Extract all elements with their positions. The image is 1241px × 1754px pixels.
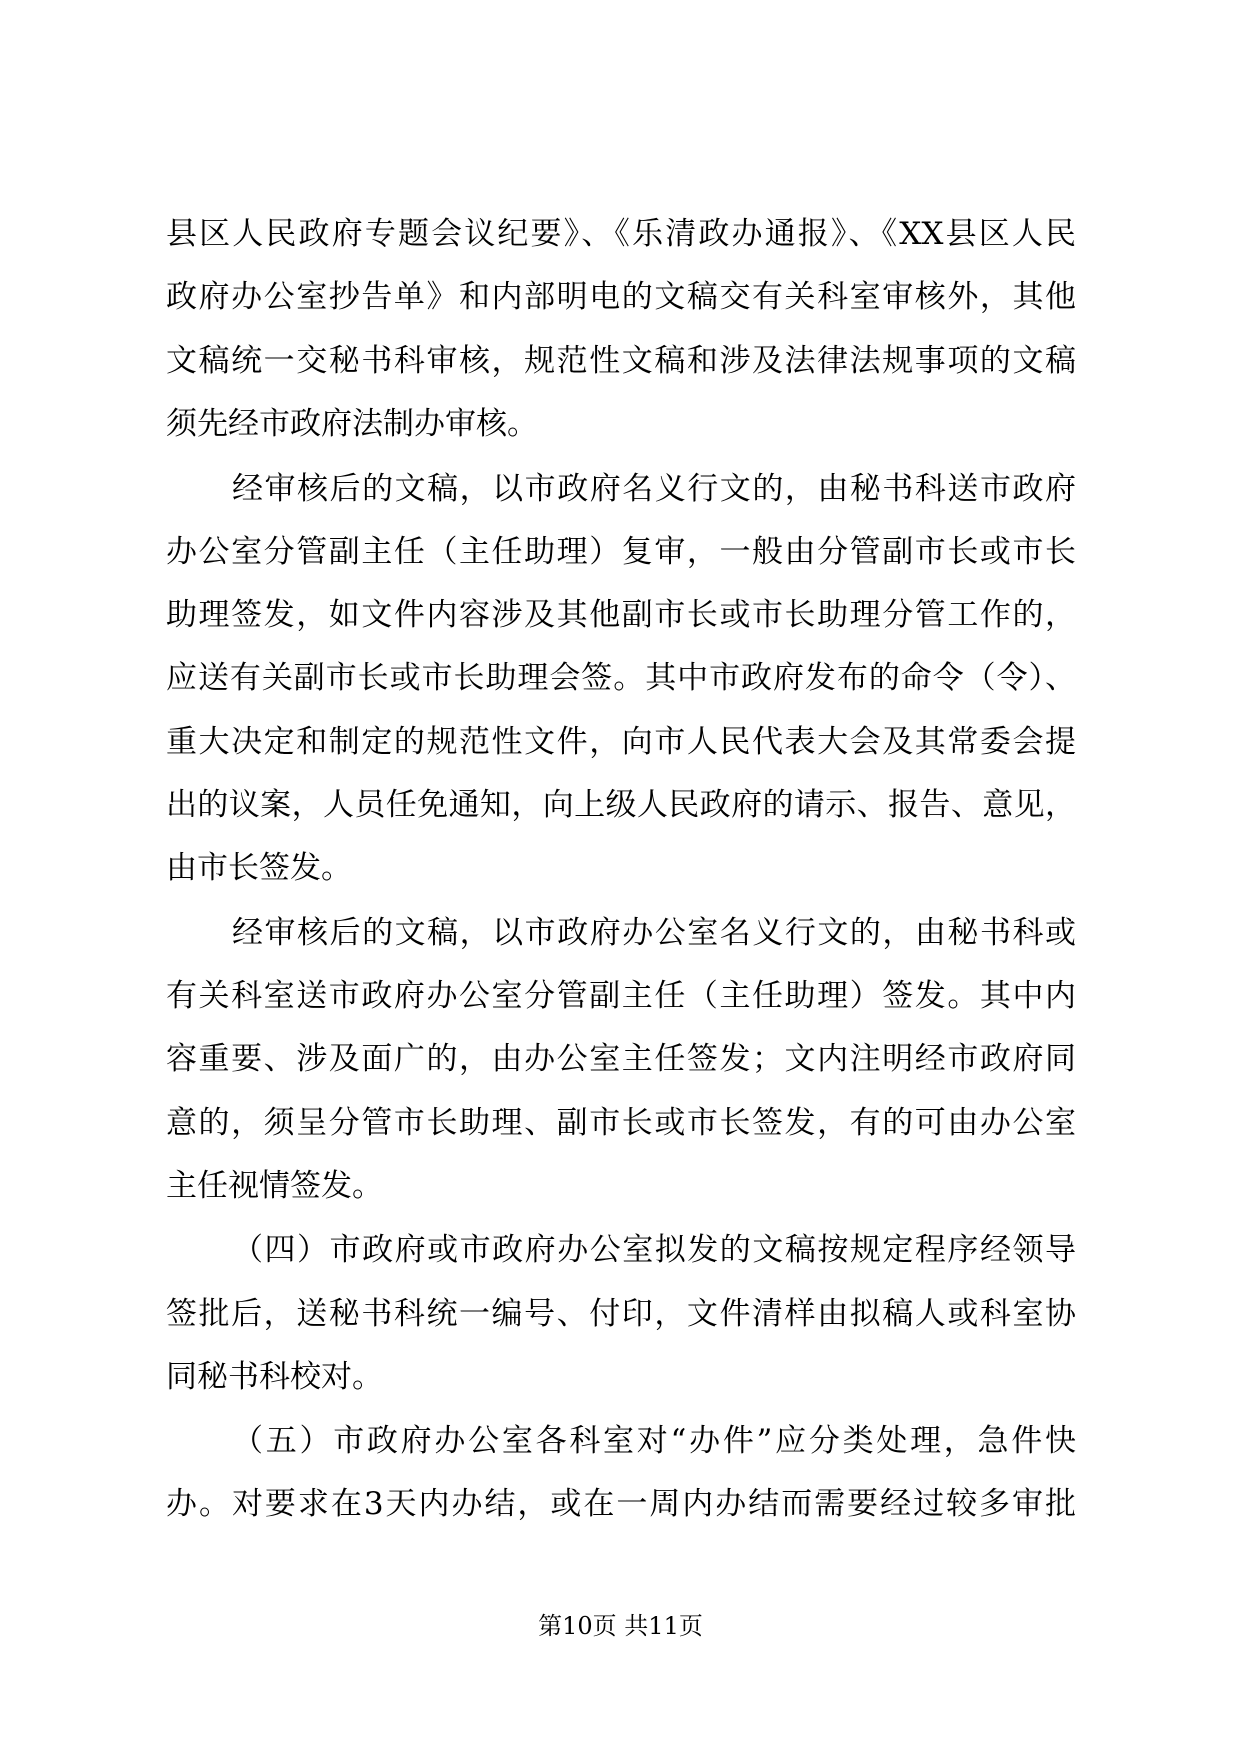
body-text-line: 意的，须呈分管市长助理、副市长或市长签发，有的可由办公室: [166, 1105, 1076, 1141]
body-text-line: 容重要、涉及面广的，由办公室主任签发；文内注明经市政府同: [166, 1041, 1076, 1077]
body-text-line: 重大决定和制定的规范性文件，向市人民代表大会及其常委会提: [166, 724, 1076, 760]
body-text-line: 文稿统一交秘书科审核，规范性文稿和涉及法律法规事项的文稿: [166, 343, 1076, 379]
body-text-line: 主任视情签发。: [166, 1168, 383, 1204]
body-text-line: 签批后，送秘书科统一编号、付印，文件清样由拟稿人或科室协: [166, 1296, 1076, 1332]
body-text-line: 办。对要求在3天内办结，或在一周内办结而需要经过较多审批: [166, 1486, 1076, 1522]
body-text-line: 有关科室送市政府办公室分管副主任（主任助理）签发。其中内: [166, 978, 1076, 1014]
body-text-line: 出的议案，人员任免通知，向上级人民政府的请示、报告、意见，: [166, 787, 1076, 823]
body-text-line: 经审核后的文稿，以市政府办公室名义行文的，由秘书科或: [232, 915, 1076, 951]
body-text-line: 须先经市政府法制办审核。: [166, 406, 538, 442]
body-text-line: 同秘书科校对。: [166, 1359, 383, 1395]
body-text-line: 政府办公室抄告单》和内部明电的文稿交有关科室审核外，其他: [166, 279, 1076, 315]
body-text-line: （四）市政府或市政府办公室拟发的文稿按规定程序经领导: [232, 1232, 1076, 1268]
body-text-line: 由市长签发。: [166, 850, 352, 886]
body-text-line: 应送有关副市长或市长助理会签。其中市政府发布的命令（令）、: [166, 660, 1076, 696]
page-number-footer: 第10页 共11页: [538, 1612, 703, 1640]
body-text-line: 助理签发，如文件内容涉及其他副市长或市长助理分管工作的，: [166, 597, 1076, 633]
body-text-line: 经审核后的文稿，以市政府名义行文的，由秘书科送市政府: [232, 471, 1076, 507]
body-text-line: 办公室分管副主任（主任助理）复审，一般由分管副市长或市长: [166, 534, 1076, 570]
body-text-line: （五）市政府办公室各科室对“办件”应分类处理，急件快: [232, 1423, 1076, 1459]
body-text-line: 县区人民政府专题会议纪要》、《乐清政办通报》、《XX县区人民: [166, 216, 1076, 252]
